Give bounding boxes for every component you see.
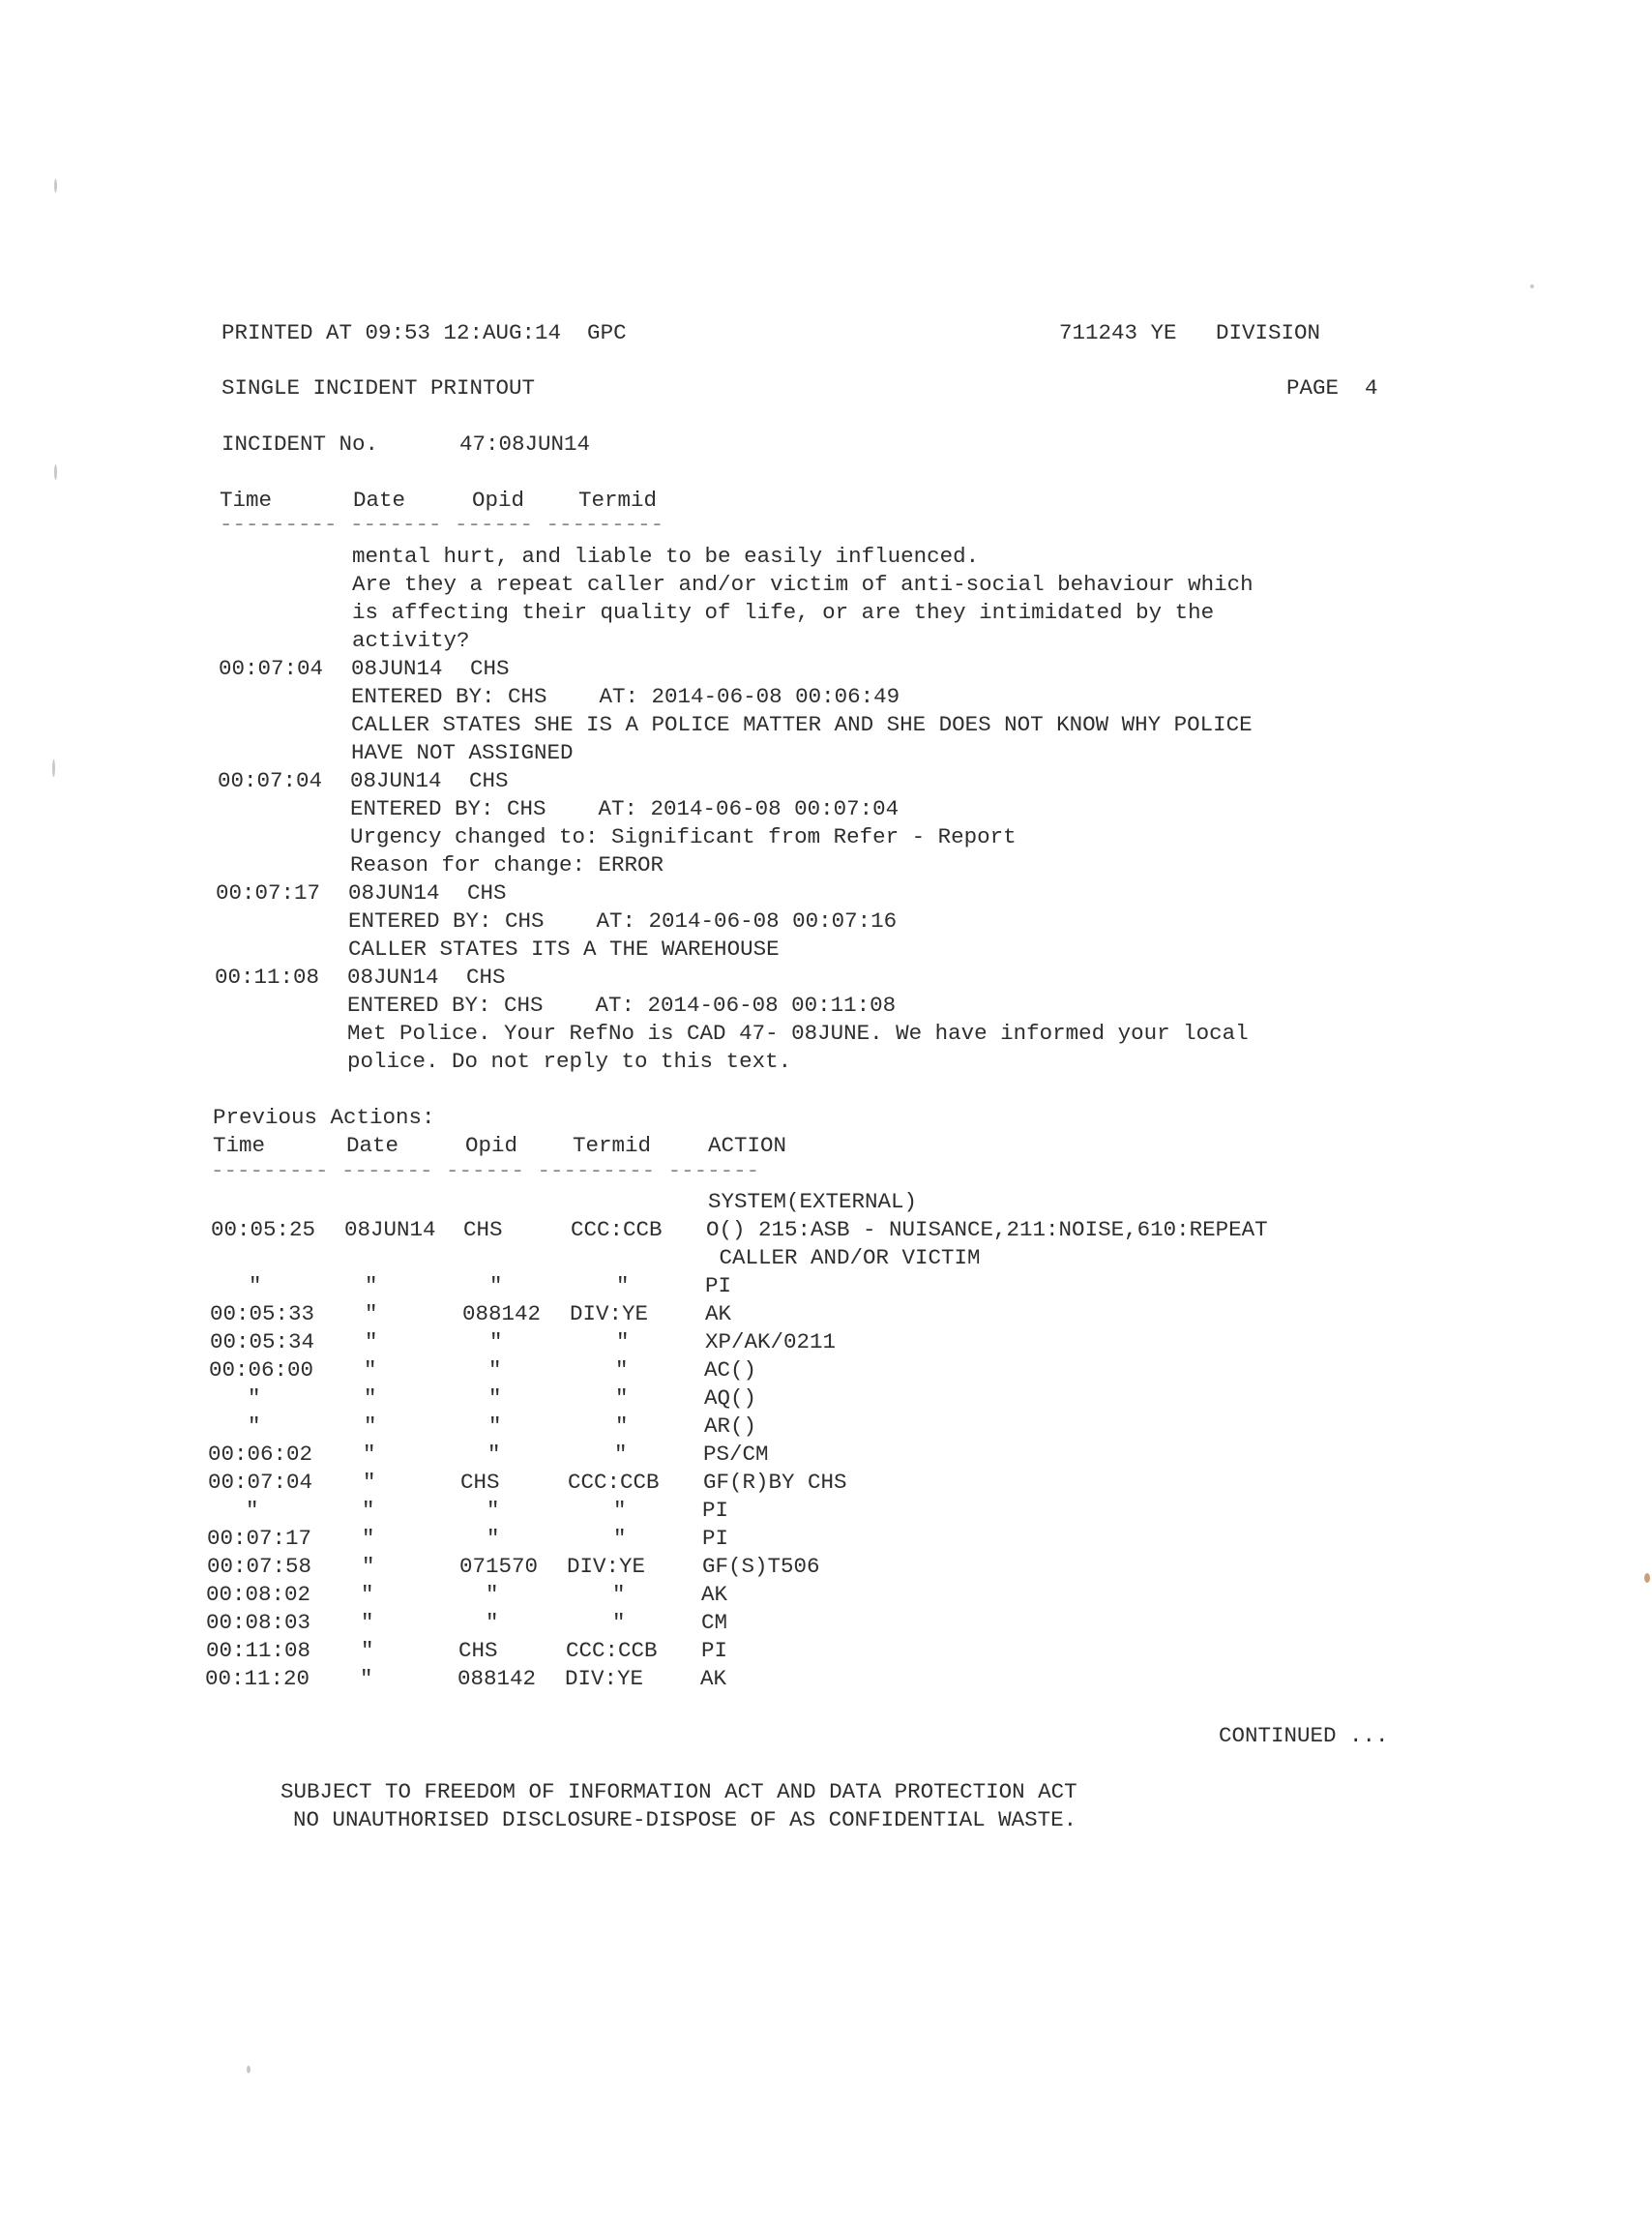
pa-cell-opid: " <box>489 1273 503 1298</box>
notice-line-1: SUBJECT TO FREEDOM OF INFORMATION ACT AND DATA PROTECTION ACT <box>280 1779 1077 1804</box>
pa-cell-action: O() 215:ASB - NUISANCE,211:NOISE,610:REPEAT <box>706 1217 1268 1242</box>
log-entry-opid: CHS <box>469 768 509 793</box>
printed-at: PRINTED AT 09:53 12:AUG:14 GPC <box>221 320 627 345</box>
log-text-line: ENTERED BY: CHS AT: 2014-06-08 00:11:08 <box>347 993 897 1018</box>
pa-cell-date: " <box>362 1554 375 1579</box>
pa-cell-date: " <box>361 1582 374 1607</box>
pa-cell-action: GF(R)BY CHS <box>703 1470 847 1495</box>
log-entry-date: 08JUN14 <box>347 965 439 990</box>
log-entry-opid: CHS <box>467 880 507 906</box>
pa-cell-time: 00:08:03 <box>206 1610 311 1635</box>
pa-cell-termid: CCC:CCB <box>566 1638 658 1663</box>
pa-cell-termid: " <box>616 1329 630 1354</box>
pa-cell-date: 08JUN14 <box>344 1217 436 1242</box>
log-entry-opid: CHS <box>470 656 510 681</box>
pa-cell-termid: CCC:CCB <box>571 1217 663 1242</box>
log-text-line: ENTERED BY: CHS AT: 2014-06-08 00:07:04 <box>350 796 900 821</box>
pa-cell-date: " <box>362 1498 375 1523</box>
pa-cell-opid: CHS <box>463 1217 503 1242</box>
log-text-line: police. Do not reply to this text. <box>347 1049 792 1074</box>
pa-cell-time: 00:07:17 <box>207 1526 312 1551</box>
pa-cell-date: " <box>361 1638 374 1663</box>
notice-line-2: NO UNAUTHORISED DISCLOSURE-DISPOSE OF AS CONFIDENTIAL WASTE. <box>293 1807 1077 1832</box>
continued-label: CONTINUED ... <box>1219 1723 1389 1748</box>
pa-cell-opid: " <box>488 1413 502 1439</box>
pa-pre-line: SYSTEM(EXTERNAL) <box>708 1189 918 1214</box>
log-text-line: Reason for change: ERROR <box>350 852 664 878</box>
pa-cell-action: AK <box>701 1582 728 1607</box>
station-division: 711243 YE DIVISION <box>1059 320 1321 345</box>
pa-cell-date: " <box>364 1357 377 1383</box>
log-col-opid: Opid <box>472 488 525 513</box>
log-text-line: CALLER STATES ITS A THE WAREHOUSE <box>348 937 780 962</box>
pa-col-opid: Opid <box>465 1133 518 1158</box>
pa-cell-opid: " <box>489 1329 503 1354</box>
pa-cell-date: " <box>365 1301 378 1326</box>
log-text-line: CALLER STATES SHE IS A POLICE MATTER AND SHE DOES NOT KNOW WHY POLICE <box>351 712 1253 737</box>
log-entry-time: 00:07:04 <box>218 768 323 793</box>
page-number: PAGE 4 <box>1286 375 1378 401</box>
pa-cell-time: 00:11:20 <box>205 1666 310 1691</box>
pa-cell-termid: DIV:YE <box>565 1666 644 1691</box>
pa-cell-opid: " <box>486 1610 499 1635</box>
log-entry-time: 00:07:17 <box>216 880 321 906</box>
scan-speck <box>54 179 57 193</box>
log-entry-date: 08JUN14 <box>348 880 440 906</box>
pa-cell-termid: " <box>615 1385 629 1411</box>
pa-cell-date: " <box>363 1442 376 1467</box>
pa-cell-termid: " <box>612 1610 626 1635</box>
log-text-line: ENTERED BY: CHS AT: 2014-06-08 00:06:49 <box>351 684 900 709</box>
pa-cell-action: CALLER AND/OR VICTIM <box>706 1245 981 1270</box>
log-entry-time: 00:07:04 <box>219 656 324 681</box>
log-entry-date: 08JUN14 <box>351 656 443 681</box>
pa-cell-termid: " <box>614 1442 628 1467</box>
pa-col-termid: Termid <box>573 1133 652 1158</box>
scan-speck <box>1530 284 1534 288</box>
log-text-line: ENTERED BY: CHS AT: 2014-06-08 00:07:16 <box>348 908 898 934</box>
log-text-line: activity? <box>352 628 470 653</box>
pa-cell-opid: " <box>488 1357 502 1383</box>
pa-cell-termid: " <box>615 1357 629 1383</box>
pa-col-action: ACTION <box>708 1133 787 1158</box>
log-entry-opid: CHS <box>466 965 506 990</box>
pa-cell-opid: " <box>487 1526 500 1551</box>
pa-cell-termid: CCC:CCB <box>568 1470 660 1495</box>
pa-cell-time: 00:07:04 <box>208 1470 313 1495</box>
log-text-line: Met Police. Your RefNo is CAD 47- 08JUNE. We have informed your local <box>347 1021 1249 1046</box>
pa-cell-termid: " <box>613 1526 627 1551</box>
pa-cell-time: " <box>246 1498 259 1523</box>
pa-cell-opid: " <box>486 1582 499 1607</box>
incident-label: INCIDENT No. <box>221 431 379 457</box>
pa-cell-opid: 088142 <box>462 1301 542 1326</box>
scan-speck <box>54 464 57 480</box>
log-entry-date: 08JUN14 <box>350 768 442 793</box>
pa-cell-time: 00:06:02 <box>208 1442 313 1467</box>
pa-cell-time: " <box>248 1385 261 1411</box>
pa-cell-action: PS/CM <box>703 1442 769 1467</box>
pa-cell-action: AR() <box>704 1413 757 1439</box>
pa-col-time: Time <box>213 1133 266 1158</box>
pa-cell-date: " <box>365 1273 378 1298</box>
pa-cell-date: " <box>365 1329 378 1354</box>
pa-cell-action: AQ() <box>704 1385 757 1411</box>
scan-speck <box>247 2066 251 2073</box>
pa-cell-opid: 088142 <box>457 1666 537 1691</box>
pa-cell-termid: " <box>615 1413 629 1439</box>
pa-cell-time: 00:05:34 <box>210 1329 315 1354</box>
log-text-line: HAVE NOT ASSIGNED <box>351 740 574 765</box>
pa-cell-time: 00:05:33 <box>210 1301 315 1326</box>
pa-cell-opid: 071570 <box>459 1554 539 1579</box>
log-text-line: Are they a repeat caller and/or victim of anti-social behaviour which <box>352 572 1254 597</box>
pa-cell-action: CM <box>701 1610 728 1635</box>
pa-cell-termid: " <box>616 1273 630 1298</box>
pa-cell-time: 00:06:00 <box>209 1357 314 1383</box>
pa-cell-time: 00:05:25 <box>211 1217 316 1242</box>
log-header-rule: --------- ------- ------ --------- <box>220 512 664 537</box>
pa-cell-opid: " <box>488 1385 502 1411</box>
incident-number: 47:08JUN14 <box>459 431 591 457</box>
pa-cell-action: AC() <box>704 1357 757 1383</box>
pa-cell-opid: " <box>487 1442 501 1467</box>
pa-cell-action: PI <box>702 1526 729 1551</box>
pa-cell-time: 00:07:58 <box>207 1554 312 1579</box>
pa-cell-action: PI <box>701 1638 728 1663</box>
pa-cell-date: " <box>363 1470 376 1495</box>
pa-cell-time: 00:08:02 <box>206 1582 311 1607</box>
pa-cell-date: " <box>361 1610 374 1635</box>
log-text-line: is affecting their quality of life, or are they intimidated by the <box>352 600 1215 625</box>
log-col-date: Date <box>353 488 406 513</box>
scan-speck <box>1644 1573 1650 1583</box>
pa-cell-action: GF(S)T506 <box>702 1554 820 1579</box>
pa-cell-termid: " <box>612 1582 626 1607</box>
pa-cell-action: PI <box>705 1273 732 1298</box>
pa-cell-opid: " <box>487 1498 500 1523</box>
pa-cell-date: " <box>362 1526 375 1551</box>
log-col-termid: Termid <box>578 488 658 513</box>
pa-col-date: Date <box>346 1133 399 1158</box>
scan-speck <box>52 759 55 777</box>
report-title: SINGLE INCIDENT PRINTOUT <box>221 375 536 401</box>
pa-cell-time: " <box>248 1413 261 1439</box>
pa-cell-date: " <box>364 1385 377 1411</box>
pa-cell-termid: DIV:YE <box>570 1301 649 1326</box>
previous-actions-title: Previous Actions: <box>213 1105 435 1130</box>
pa-cell-action: AK <box>705 1301 732 1326</box>
pa-cell-date: " <box>360 1666 373 1691</box>
pa-cell-action: AK <box>700 1666 727 1691</box>
pa-header-rule: --------- ------- ------ --------- ------- <box>211 1158 760 1183</box>
pa-cell-time: 00:11:08 <box>206 1638 311 1663</box>
log-entry-time: 00:11:08 <box>215 965 320 990</box>
pa-cell-termid: DIV:YE <box>567 1554 646 1579</box>
log-col-time: Time <box>220 488 273 513</box>
pa-cell-date: " <box>364 1413 377 1439</box>
pa-cell-time: " <box>249 1273 262 1298</box>
pa-cell-opid: CHS <box>458 1638 498 1663</box>
log-text-line: Urgency changed to: Significant from Refer - Report <box>350 824 1017 849</box>
log-text-line: mental hurt, and liable to be easily influenced. <box>352 544 980 569</box>
pa-cell-termid: " <box>613 1498 627 1523</box>
pa-cell-opid: CHS <box>460 1470 500 1495</box>
pa-cell-action: PI <box>702 1498 729 1523</box>
pa-cell-action: XP/AK/0211 <box>705 1329 837 1354</box>
